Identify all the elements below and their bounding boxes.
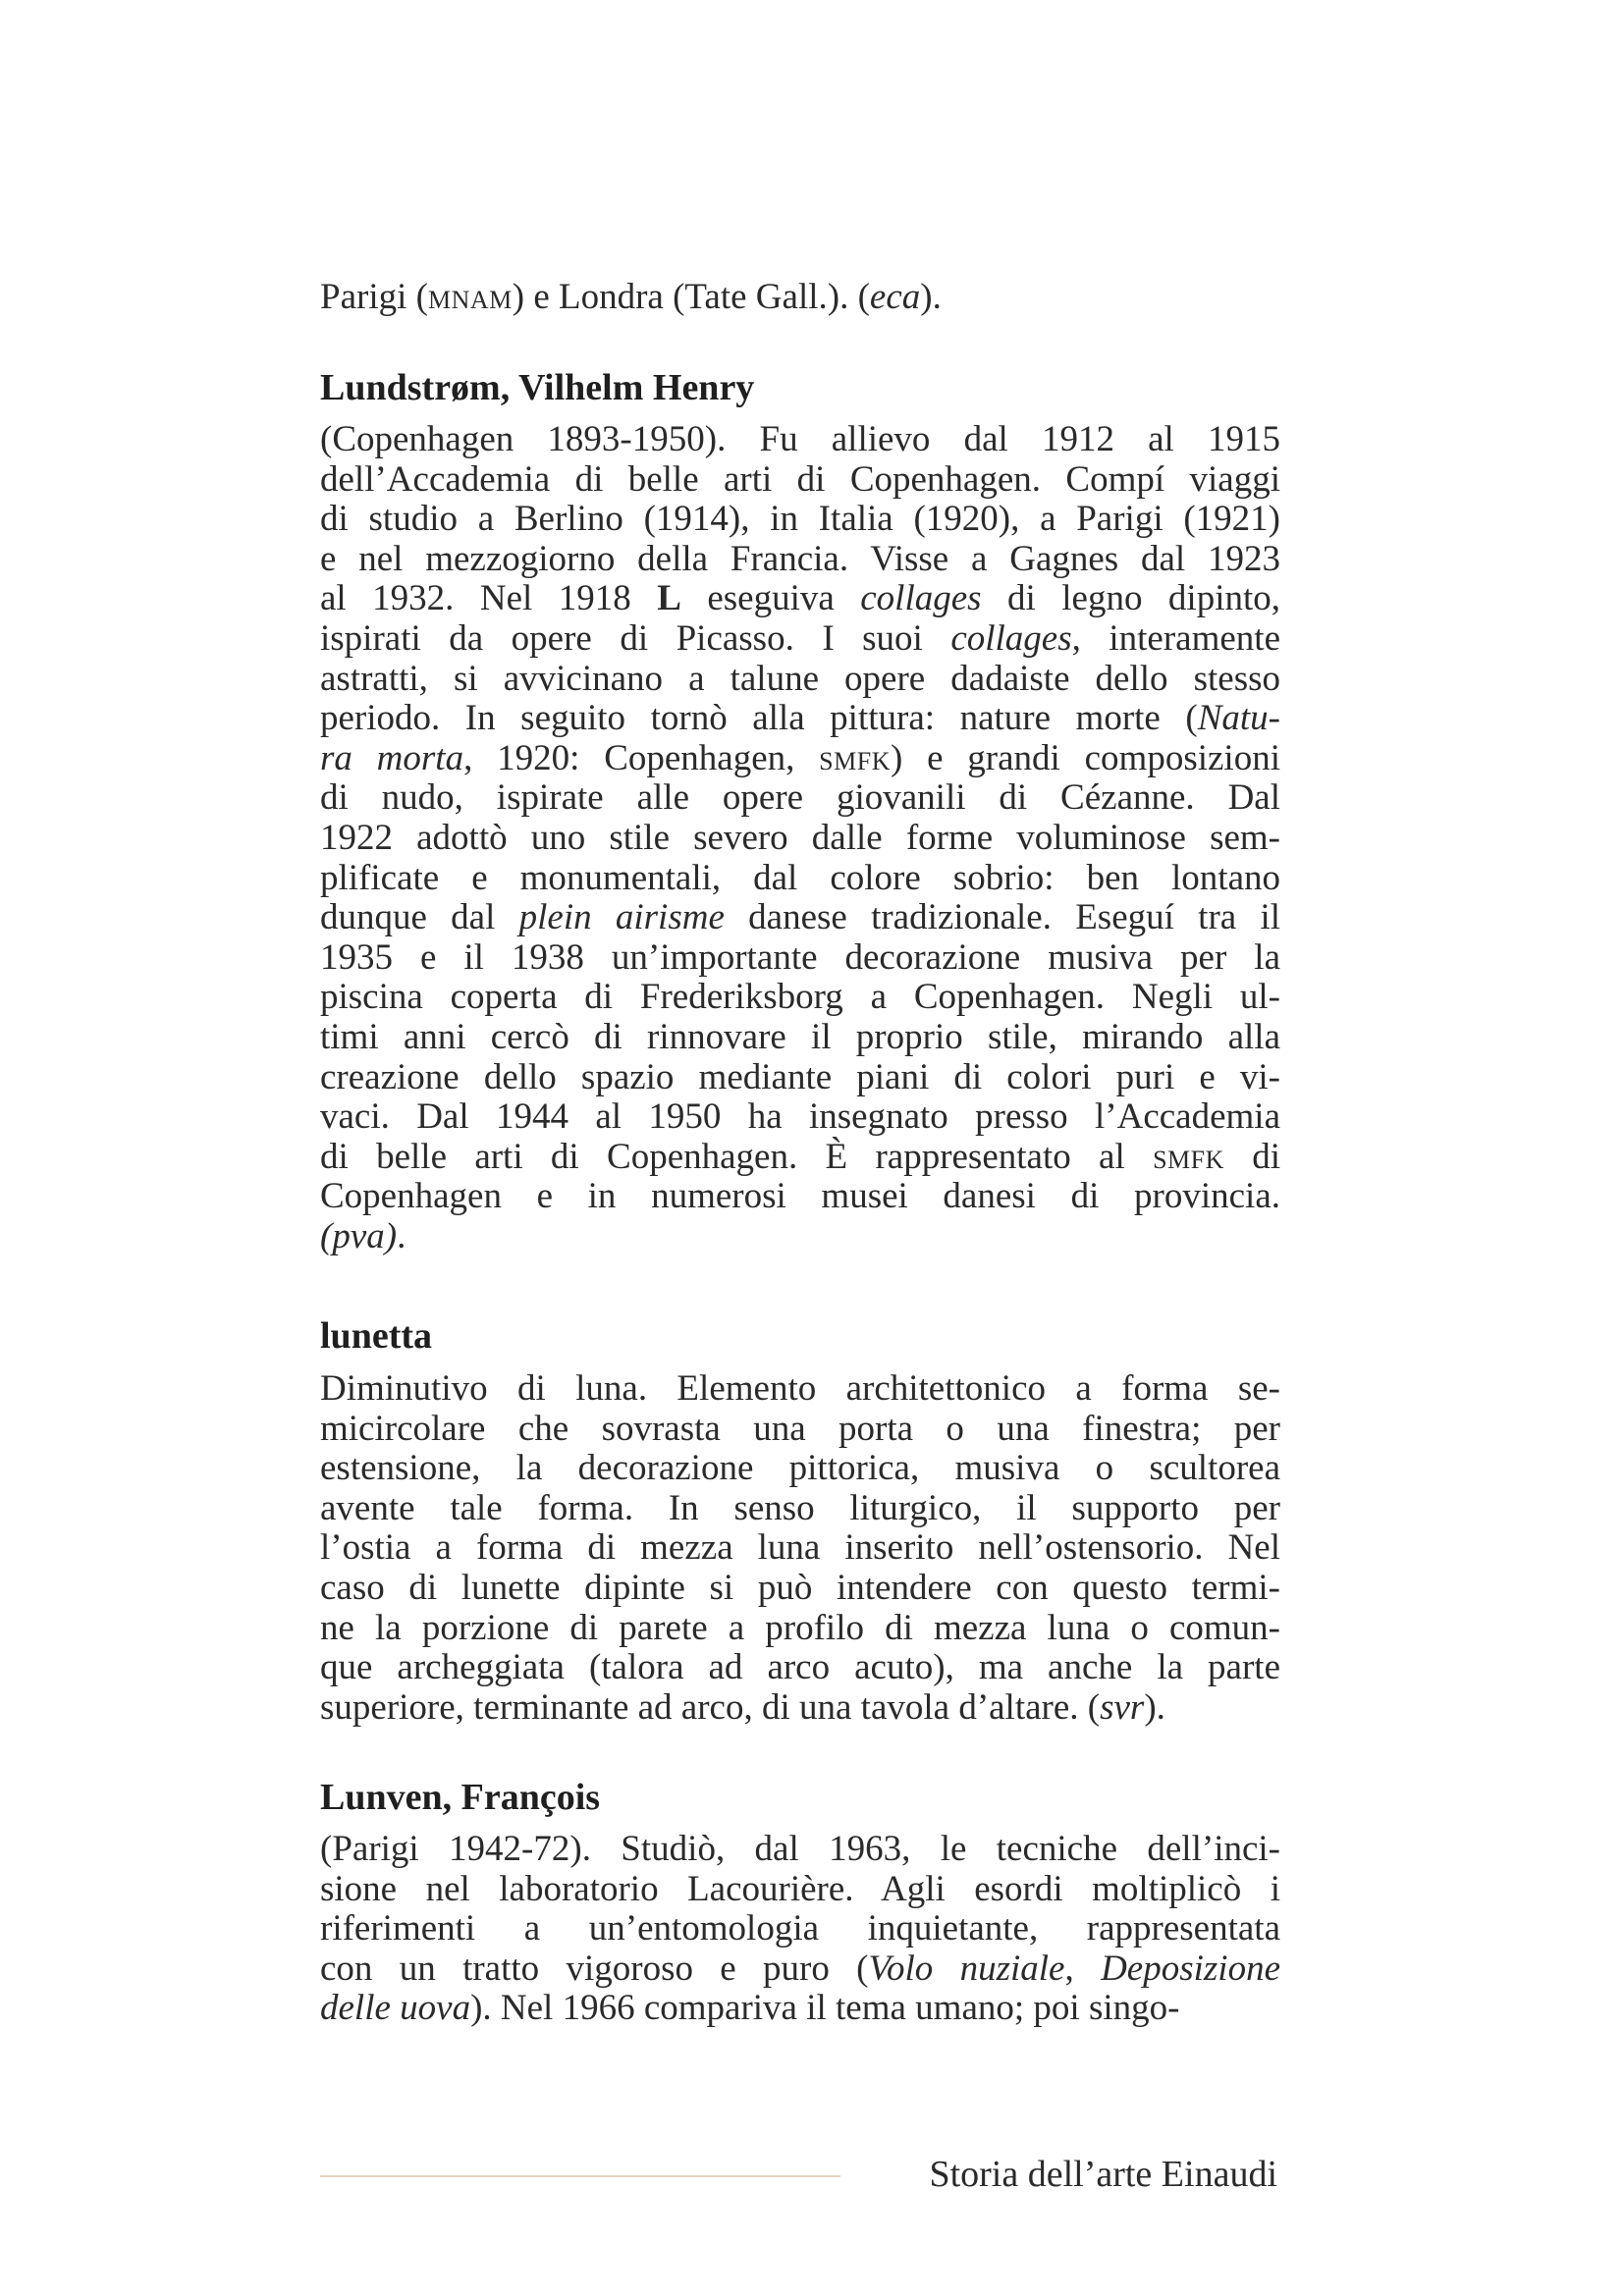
text-line: al 1932. Nel 1918 L eseguiva collages di legno dipinto, bbox=[320, 578, 1280, 619]
entry-body-lunetta bbox=[320, 1369, 1280, 1728]
top-line-author: eca bbox=[869, 277, 921, 317]
text-line: piscina coperta di Frederiksborg a Copenhagen. Negli ul- bbox=[320, 977, 1280, 1018]
text-line: plificate e monumentali, dal colore sobrio: ben lontano bbox=[320, 857, 1280, 898]
text-line: micircolare che sovrasta una porta o una finestra; per bbox=[320, 1408, 1280, 1449]
text-line: sione nel laboratorio Lacourière. Agli esordi moltiplicò i bbox=[320, 1868, 1280, 1909]
text-line: astratti, si avvicinano a talune opere dadaiste dello stesso bbox=[320, 658, 1280, 699]
text-line: estensione, la decorazione pittorica, musiva o scultorea bbox=[320, 1448, 1280, 1489]
text-line: dell’Accademia di belle arti di Copenhagen. Compí viaggi bbox=[320, 458, 1280, 500]
text-line: di belle arti di Copenhagen. È rappresentato al smfk di bbox=[320, 1136, 1281, 1177]
entry-heading-lunetta: lunetta bbox=[320, 1315, 432, 1357]
text-line: delle uova). Nel 1966 compariva il tema umano; poi singo- bbox=[320, 1988, 1180, 2029]
top-line-part: ). bbox=[920, 277, 942, 317]
entry-body-lunven bbox=[320, 1830, 1280, 2029]
entry-heading-lunven: Lunven, François bbox=[320, 1777, 601, 1818]
text-line: ra morta, 1920: Copenhagen, smfk) e grandi composizioni bbox=[320, 737, 1280, 778]
text-line: e nel mezzogiorno della Francia. Visse a Gagnes dal 1923 bbox=[320, 538, 1280, 579]
text-line: ne la porzione di parete a profilo di mezza luna o comun- bbox=[320, 1607, 1280, 1648]
footer-divider bbox=[320, 2175, 840, 2177]
text-line: con un tratto vigoroso e puro (Volo nuziale, Deposizione bbox=[320, 1948, 1280, 1989]
text-line: Diminutivo di luna. Elemento architettonico a forma se- bbox=[320, 1368, 1280, 1409]
text-line: periodo. In seguito tornò alla pittura: nature morte (Natu- bbox=[320, 698, 1280, 739]
text-line: caso di lunette dipinte si può intendere con questo termi- bbox=[320, 1567, 1280, 1608]
footer-title: Storia dell’arte Einaudi bbox=[929, 2154, 1277, 2195]
entry-heading-lundstrom: Lundstrøm, Vilhelm Henry bbox=[320, 367, 755, 408]
top-line-abbrev: mnam bbox=[427, 277, 513, 317]
text-line: 1922 adottò uno stile severo dalle forme voluminose sem- bbox=[320, 817, 1280, 858]
text-line: dunque dal plein airisme danese tradizionale. Eseguí tra il bbox=[320, 897, 1281, 938]
text-line: Copenhagen e in numerosi musei danesi di provincia. bbox=[320, 1176, 1280, 1217]
text-line: vaci. Dal 1944 al 1950 ha insegnato presso l’Accademia bbox=[320, 1096, 1280, 1138]
text-line: di studio a Berlino (1914), in Italia (1920), a Parigi (1921) bbox=[320, 499, 1280, 540]
text-line: riferimenti a un’entomologia inquietante, rappresentata bbox=[320, 1908, 1280, 1949]
text-line: (Parigi 1942-72). Studiò, dal 1963, le tecniche dell’inci- bbox=[320, 1829, 1280, 1869]
text-line: (pva). bbox=[320, 1215, 406, 1256]
top-line-part: ) e Londra (Tate Gall.). ( bbox=[512, 277, 870, 317]
continuation-line bbox=[320, 278, 1280, 318]
text-line: di nudo, ispirate alle opere giovanili di Cézanne. Dal bbox=[320, 777, 1280, 819]
text-line: l’ostia a forma di mezza luna inserito nell’ostensorio. Nel bbox=[320, 1527, 1280, 1569]
text-line: superiore, terminante ad arco, di una tavola d’altare. (svr). bbox=[320, 1686, 1165, 1728]
text-line: timi anni cercò di rinnovare il proprio stile, mirando alla bbox=[320, 1016, 1280, 1057]
text-line: avente tale forma. In senso liturgico, il supporto per bbox=[320, 1487, 1280, 1528]
text-line: ispirati da opere di Picasso. I suoi collages, interamente bbox=[320, 617, 1280, 659]
entry-body-lundstrom bbox=[320, 420, 1280, 1256]
text-line: que archeggiata (talora ad arco acuto), ma anche la parte bbox=[320, 1647, 1280, 1688]
top-line-part: Parigi ( bbox=[320, 277, 428, 317]
text-line: (Copenhagen 1893-1950). Fu allievo dal 1912 al 1915 bbox=[320, 419, 1280, 459]
text-line: 1935 e il 1938 un’importante decorazione musiva per la bbox=[320, 936, 1280, 978]
text-line: creazione dello spazio mediante piani di colori puri e vi- bbox=[320, 1056, 1280, 1097]
